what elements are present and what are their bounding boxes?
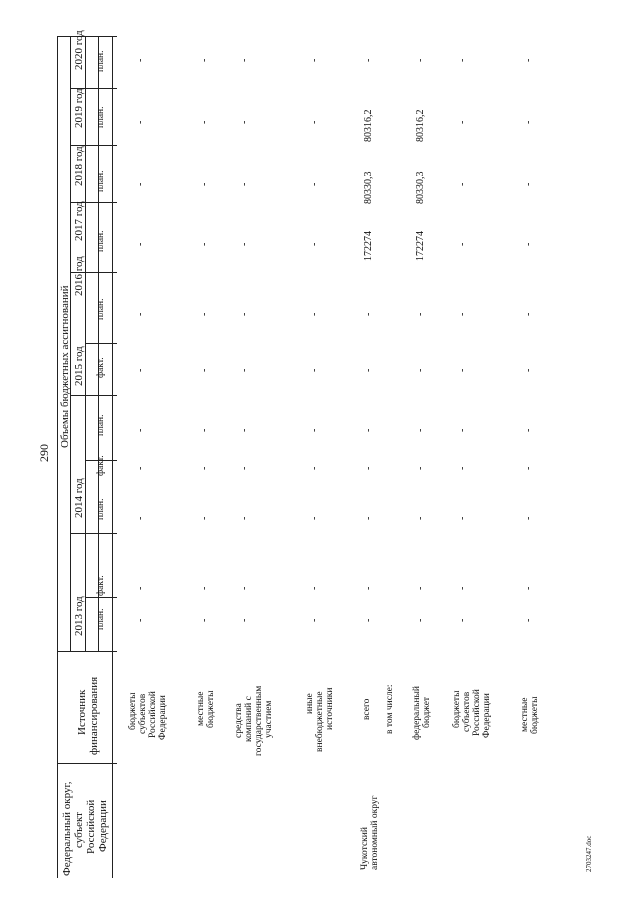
page-number: 290	[37, 444, 51, 462]
value-cell: -	[199, 466, 210, 470]
value-cell: -	[363, 516, 374, 520]
value-cell: -	[199, 618, 210, 622]
value-cell: -	[135, 242, 146, 246]
value-cell: -	[239, 242, 250, 246]
row2-source-1: средства	[234, 703, 244, 738]
value-cell: -	[523, 428, 534, 432]
value-cell: -	[415, 516, 426, 520]
value-cell: 80330,3	[363, 171, 374, 204]
value-cell: -	[523, 368, 534, 372]
value-cell: -	[457, 466, 468, 470]
year-2015: 2015 год	[73, 346, 85, 386]
value-cell: -	[415, 618, 426, 622]
value-cell: -	[415, 586, 426, 590]
value-cell: -	[135, 466, 146, 470]
value-cell: -	[457, 182, 468, 186]
value-cell: -	[199, 368, 210, 372]
row0-source-4: Федерации	[158, 695, 168, 740]
row4-region-1: Чукотский	[360, 827, 370, 870]
value-cell: -	[363, 58, 374, 62]
value-cell: -	[523, 466, 534, 470]
value-cell: -	[135, 428, 146, 432]
header-region-line-4: Федерации	[97, 800, 109, 852]
row5-source-1: в том числе:	[385, 684, 395, 734]
plan-2019: план.	[96, 106, 106, 128]
header-region-line-2: субъект	[73, 812, 85, 848]
value-cell: -	[363, 368, 374, 372]
value-cell: -	[135, 312, 146, 316]
value-cell: -	[135, 516, 146, 520]
row1-source-1: местные	[196, 691, 206, 726]
value-cell: 172274	[415, 231, 426, 261]
plan-2013: план.	[96, 608, 106, 630]
year-2017: 2017 год	[73, 201, 85, 241]
value-cell: 80330,3	[415, 171, 426, 204]
row2-source-4: участием	[264, 700, 274, 738]
value-cell: -	[523, 120, 534, 124]
value-cell: -	[309, 58, 320, 62]
value-cell: -	[239, 368, 250, 372]
row6-source-2: бюджет	[422, 696, 432, 728]
row4-region-2: автономный округ	[370, 795, 380, 870]
value-cell: -	[239, 120, 250, 124]
value-cell: -	[523, 58, 534, 62]
header-region-line-3: Российской	[85, 799, 97, 854]
row7-source-3: Российской	[472, 689, 482, 736]
fact-2015: факт.	[96, 357, 106, 378]
year-2013: 2013 год	[73, 596, 85, 636]
year-2019: 2019 год	[73, 88, 85, 128]
value-cell: -	[239, 428, 250, 432]
header-source-line-1: Источник	[76, 689, 88, 735]
value-cell: -	[309, 242, 320, 246]
value-cell: -	[239, 58, 250, 62]
value-cell: -	[415, 428, 426, 432]
value-cell: -	[135, 618, 146, 622]
plan-2016: план.	[96, 298, 106, 320]
value-cell: -	[415, 58, 426, 62]
value-cell: -	[135, 368, 146, 372]
value-cell: -	[309, 182, 320, 186]
row2-source-3: государственным	[254, 685, 264, 756]
value-cell: -	[457, 428, 468, 432]
value-cell: -	[135, 120, 146, 124]
row0-source-3: Российской	[148, 691, 158, 738]
value-cell: -	[457, 516, 468, 520]
value-cell: -	[239, 466, 250, 470]
year-2014: 2014 год	[73, 478, 85, 518]
row3-source-1: иные	[305, 693, 315, 714]
value-cell: -	[239, 618, 250, 622]
row8-source-1: местные	[520, 697, 530, 732]
plan-2015: план.	[96, 414, 106, 436]
value-cell: -	[309, 516, 320, 520]
value-cell: -	[363, 618, 374, 622]
value-cell: -	[309, 368, 320, 372]
value-cell: -	[457, 120, 468, 124]
row3-source-2: внебюджетные	[315, 691, 325, 752]
value-cell: -	[523, 242, 534, 246]
value-cell: -	[239, 312, 250, 316]
value-cell: -	[239, 182, 250, 186]
value-cell: -	[199, 242, 210, 246]
value-cell: -	[135, 586, 146, 590]
value-cell: -	[457, 312, 468, 316]
value-cell: -	[457, 586, 468, 590]
value-cell: -	[309, 428, 320, 432]
value-cell: -	[523, 516, 534, 520]
row6-source-1: федеральный	[412, 686, 422, 740]
value-cell: -	[309, 618, 320, 622]
value-cell: -	[415, 368, 426, 372]
year-2018: 2018 год	[73, 146, 85, 186]
value-cell: -	[135, 182, 146, 186]
value-cell: -	[309, 312, 320, 316]
value-cell: -	[523, 312, 534, 316]
value-cell: -	[199, 120, 210, 124]
value-cell: -	[457, 618, 468, 622]
value-cell: -	[363, 428, 374, 432]
header-volumes: Объемы бюджетных ассигнований	[59, 285, 71, 448]
value-cell: -	[457, 242, 468, 246]
doc-code: 2703247.doc	[585, 835, 593, 872]
header-source-line-2: финансирования	[88, 676, 100, 755]
plan-2018: план.	[96, 170, 106, 192]
row2-source-2: компаний с	[244, 696, 254, 742]
value-cell: -	[415, 312, 426, 316]
value-cell: -	[199, 312, 210, 316]
value-cell: -	[199, 182, 210, 186]
row4-source-1: всего	[362, 698, 372, 720]
row0-source-1: бюджеты	[128, 692, 138, 730]
value-cell: -	[199, 586, 210, 590]
value-cell: -	[415, 466, 426, 470]
value-cell: -	[135, 58, 146, 62]
row7-source-2: субъектов	[462, 691, 472, 732]
value-cell: -	[199, 58, 210, 62]
value-cell: -	[457, 58, 468, 62]
value-cell: -	[523, 182, 534, 186]
value-cell: -	[523, 586, 534, 590]
row1-source-2: бюджеты	[206, 690, 216, 728]
value-cell: -	[309, 120, 320, 124]
header-region-line-1: Федеральный округ,	[61, 781, 73, 876]
value-cell: 172274	[363, 231, 374, 261]
plan-2017: план.	[96, 230, 106, 252]
year-2016: 2016 год	[73, 256, 85, 296]
value-cell: -	[309, 466, 320, 470]
value-cell: 80316,2	[415, 109, 426, 142]
year-2020: 2020 год	[73, 30, 85, 70]
value-cell: -	[239, 586, 250, 590]
row3-source-3: источники	[325, 687, 335, 730]
value-cell: -	[363, 466, 374, 470]
row7-source-4: Федерации	[482, 693, 492, 738]
row7-source-1: бюджеты	[452, 690, 462, 728]
value-cell: -	[523, 618, 534, 622]
plan-2014: план.	[96, 498, 106, 520]
row0-source-2: субъектов	[138, 693, 148, 734]
row8-source-2: бюджеты	[530, 696, 540, 734]
value-cell: -	[457, 368, 468, 372]
value-cell: -	[309, 586, 320, 590]
fact-2014: факт.	[96, 455, 106, 476]
value-cell: 80316,2	[363, 109, 374, 142]
fact-2013: факт.	[96, 575, 106, 596]
value-cell: -	[199, 516, 210, 520]
value-cell: -	[363, 312, 374, 316]
value-cell: -	[239, 516, 250, 520]
value-cell: -	[199, 428, 210, 432]
value-cell: -	[363, 586, 374, 590]
plan-2020: план.	[96, 50, 106, 72]
